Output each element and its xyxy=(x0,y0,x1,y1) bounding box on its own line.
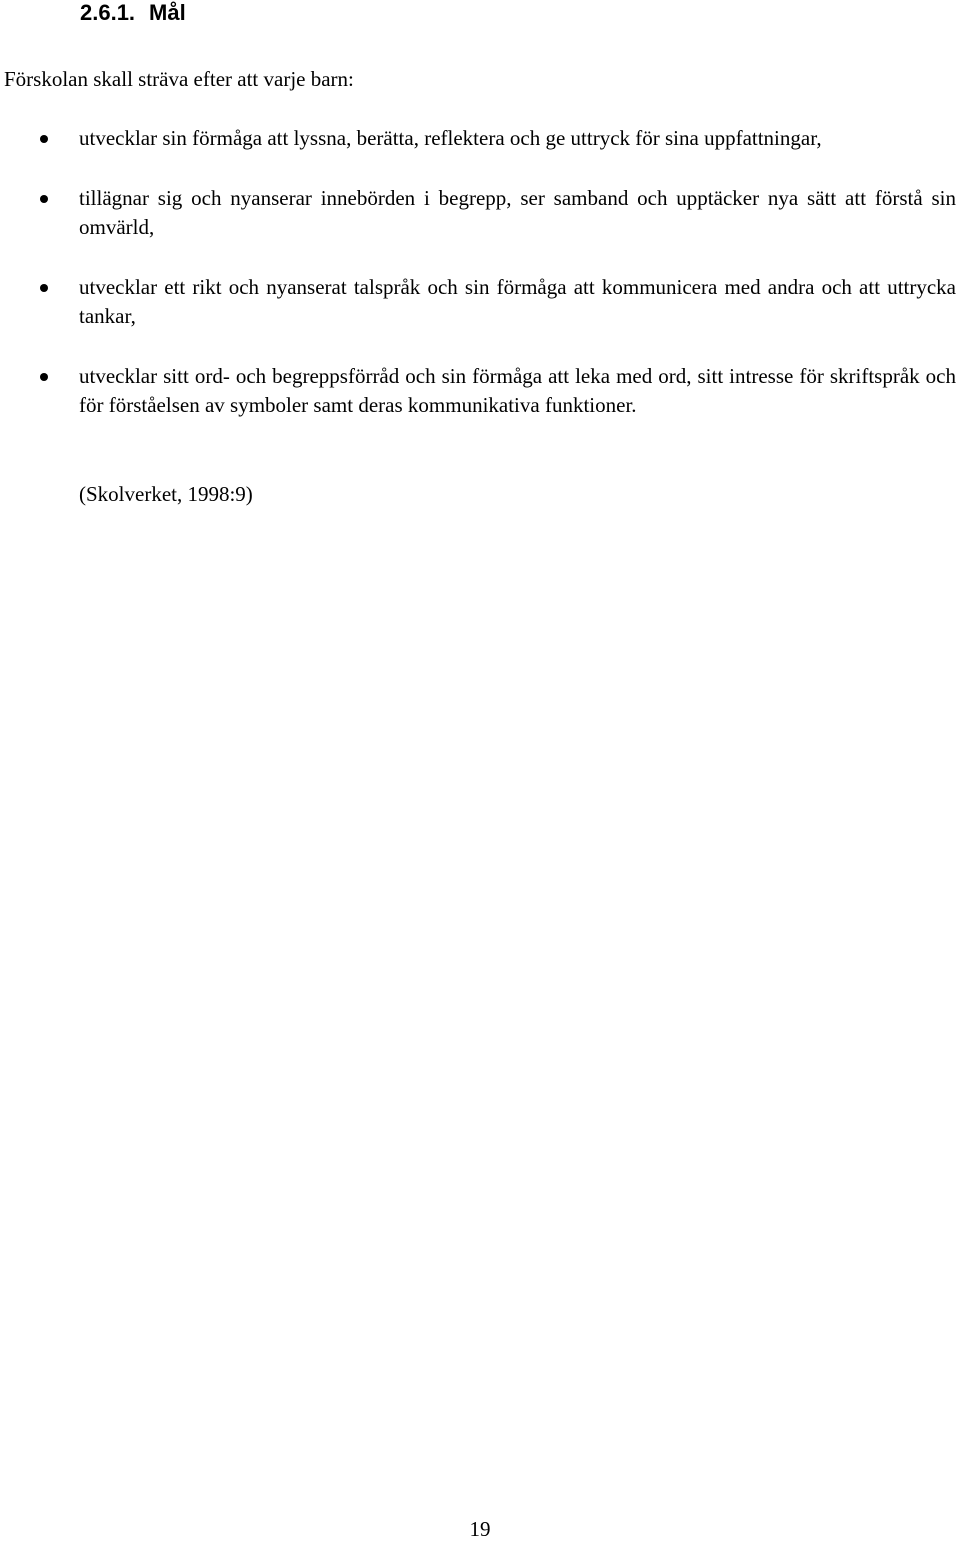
section-number: 2.6.1. xyxy=(80,0,136,25)
bullet-icon xyxy=(40,284,48,292)
list-item xyxy=(0,124,960,153)
bullet-icon xyxy=(40,195,48,203)
list-item-text: tillägnar sig och nyanserar innebörden i begrepp, ser samband och upptäcker nya sätt att förstå sin omvärld, xyxy=(79,186,956,239)
list-item-text: utvecklar ett rikt och nyanserat talspråk och sin förmåga att kommunicera med andra och att uttrycka tankar, xyxy=(79,275,956,328)
list-item-text: utvecklar sitt ord- och begreppsförråd och sin förmåga att leka med ord, sitt intresse för skriftspråk och för förståelsen av symboler samt deras kommunikativa funktioner. xyxy=(79,364,956,417)
page-number: 19 xyxy=(469,1517,491,1541)
citation: (Skolverket, 1998:9) xyxy=(79,482,253,506)
list-item xyxy=(0,273,960,331)
section-title: Mål xyxy=(149,0,186,25)
list-item xyxy=(0,184,960,242)
bullet-icon xyxy=(40,373,48,381)
goal-list xyxy=(0,124,960,451)
list-item xyxy=(0,362,960,420)
list-item-text: utvecklar sin förmåga att lyssna, berätta, reflektera och ge uttryck för sina uppfattningar, xyxy=(79,126,822,150)
intro-text: Förskolan skall sträva efter att varje barn: xyxy=(4,67,354,91)
bullet-icon xyxy=(40,135,48,143)
section-heading xyxy=(80,0,186,28)
